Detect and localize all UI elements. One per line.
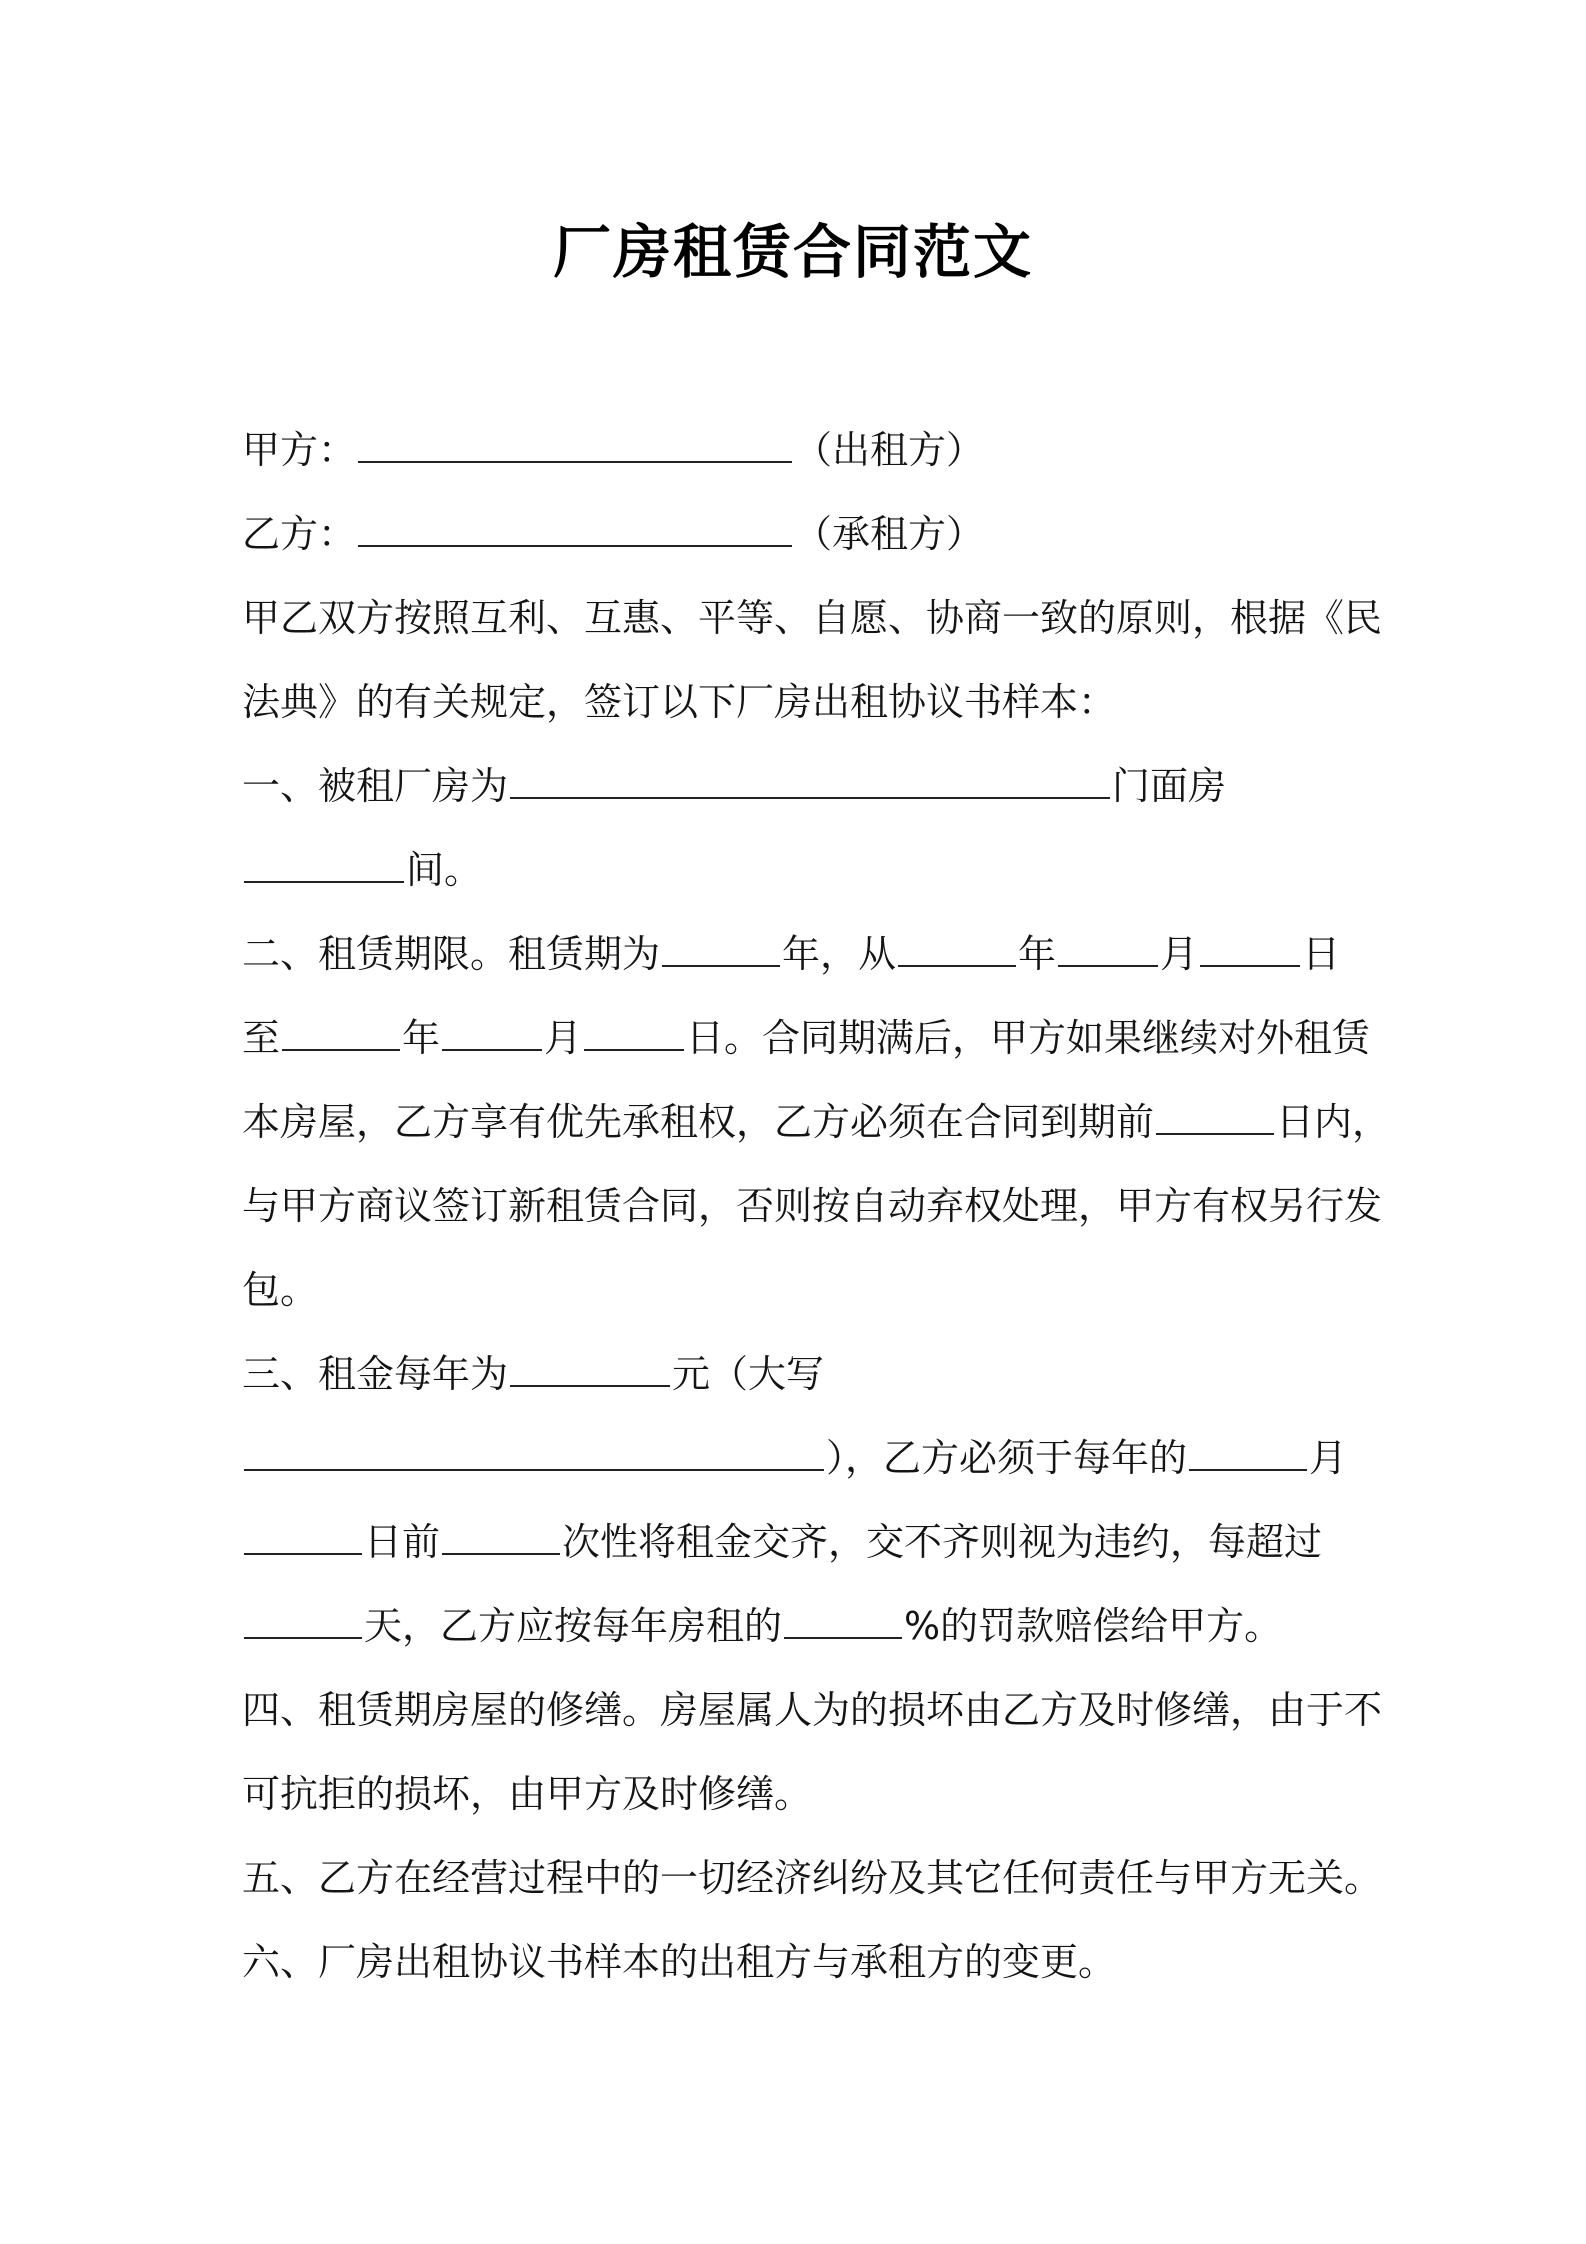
clause-2-line-3 xyxy=(242,1080,1391,1164)
clause-1-blank-count xyxy=(244,853,404,883)
clause-2-blank-end-year xyxy=(282,1021,400,1051)
clause-3-blank-rent xyxy=(510,1357,670,1387)
clause-4-line-1: 四、租赁期房屋的修缮。房屋属人为的损坏由乙方及时修缮，由于不 xyxy=(242,1688,1383,1732)
clause-1-line-1 xyxy=(242,744,1362,828)
clause-3-line-3 xyxy=(242,1500,1362,1584)
clause-3-blank-pay-month xyxy=(1189,1441,1307,1471)
clause-2-text-to: 至 xyxy=(242,1016,281,1060)
clause-3-text-3b: 次性将租金交齐，交不齐则视为违约，每超过 xyxy=(562,1520,1323,1564)
clause-3-blank-overdue-days xyxy=(244,1609,362,1639)
party-b-line xyxy=(242,492,1362,576)
clause-3-blank-installments xyxy=(442,1525,560,1555)
clause-2-text-month2: 月 xyxy=(544,1016,583,1060)
clause-2-text-year2: 年 xyxy=(1018,932,1057,976)
clause-2-line-2 xyxy=(242,996,1371,1080)
clause-3-text-3a: 日前 xyxy=(364,1520,441,1564)
clause-1-line-2 xyxy=(242,828,1362,912)
clause-2-blank-start-year xyxy=(898,937,1016,967)
clause-1-text-a: 一、被租厂房为 xyxy=(242,764,509,808)
clause-2-text-year: 年，从 xyxy=(782,932,897,976)
clause-3-line-2 xyxy=(242,1416,1362,1500)
clause-2-text-month: 月 xyxy=(1160,932,1199,976)
clause-3-text-2b: 月 xyxy=(1309,1436,1348,1480)
party-a-line xyxy=(242,408,1362,492)
clause-1-blank-location xyxy=(510,769,1110,799)
clause-3-blank-penalty-percent xyxy=(784,1609,902,1639)
clause-2-text-3b: 日内， xyxy=(1276,1100,1391,1144)
clause-6-line: 六、厂房出租协议书样本的出租方与承租方的变更。 xyxy=(242,1940,1117,1984)
clause-3-line-1 xyxy=(242,1332,1362,1416)
clause-2-line-4: 与甲方商议签订新租赁合同，否则按自动弃权处理，甲方有权另行发 xyxy=(242,1184,1383,1228)
clause-2-blank-end-month xyxy=(442,1021,542,1051)
clause-3-text-b: 元（大写 xyxy=(672,1352,825,1396)
party-a-role: （出租方） xyxy=(794,428,985,472)
clause-2-text-year3: 年 xyxy=(402,1016,441,1060)
clause-3-text-4a: 天，乙方应按每年房租的 xyxy=(364,1604,783,1648)
clause-2-text-day2: 日。合同期满后，甲方如果继续对外租赁 xyxy=(686,1016,1371,1060)
document-title: 厂房租赁合同范文 xyxy=(552,218,1033,286)
clause-3-text-a: 三、租金每年为 xyxy=(242,1352,509,1396)
contract-body xyxy=(242,408,1391,2004)
clause-4-line-2: 可抗拒的损坏，由甲方及时修缮。 xyxy=(242,1772,813,1816)
clause-1-text-b: 门面房 xyxy=(1112,764,1227,808)
intro-line-1: 甲乙双方按照互利、互惠、平等、自愿、协商一致的原则，根据《民 xyxy=(242,596,1383,640)
clause-2-text-day: 日 xyxy=(1302,932,1341,976)
party-a-blank xyxy=(358,433,792,463)
clause-2-blank-end-day xyxy=(584,1021,684,1051)
party-b-role: （承租方） xyxy=(794,512,985,556)
clause-3-blank-pay-day xyxy=(244,1525,362,1555)
clause-2-blank-start-month xyxy=(1058,937,1158,967)
clause-3-blank-rent-words xyxy=(244,1441,824,1471)
intro-line-2: 法典》的有关规定，签订以下厂房出租协议书样本： xyxy=(242,680,1117,724)
clause-2-blank-notice-days xyxy=(1156,1105,1274,1135)
clause-2-text-3a: 本房屋，乙方享有优先承租权，乙方必须在合同到期前 xyxy=(242,1100,1155,1144)
clause-3-text-2a: ），乙方必须于每年的 xyxy=(826,1436,1188,1480)
clause-3-line-4 xyxy=(242,1584,1362,1668)
clause-2-line-1 xyxy=(242,912,1362,996)
clause-2-blank-term xyxy=(662,937,780,967)
clause-3-text-4b: %的罚款赔偿给甲方。 xyxy=(904,1604,1283,1648)
clause-1-text-c: 间。 xyxy=(406,848,483,892)
clause-2-line-5: 包。 xyxy=(242,1268,319,1312)
clause-5-line: 五、乙方在经营过程中的一切经济纠纷及其它任何责任与甲方无关。 xyxy=(242,1856,1383,1900)
party-b-blank xyxy=(358,517,792,547)
clause-2-text-a: 二、租赁期限。租赁期为 xyxy=(242,932,661,976)
clause-2-blank-start-day xyxy=(1200,937,1300,967)
party-a-label: 甲方： xyxy=(242,428,357,472)
party-b-label: 乙方： xyxy=(242,512,357,556)
